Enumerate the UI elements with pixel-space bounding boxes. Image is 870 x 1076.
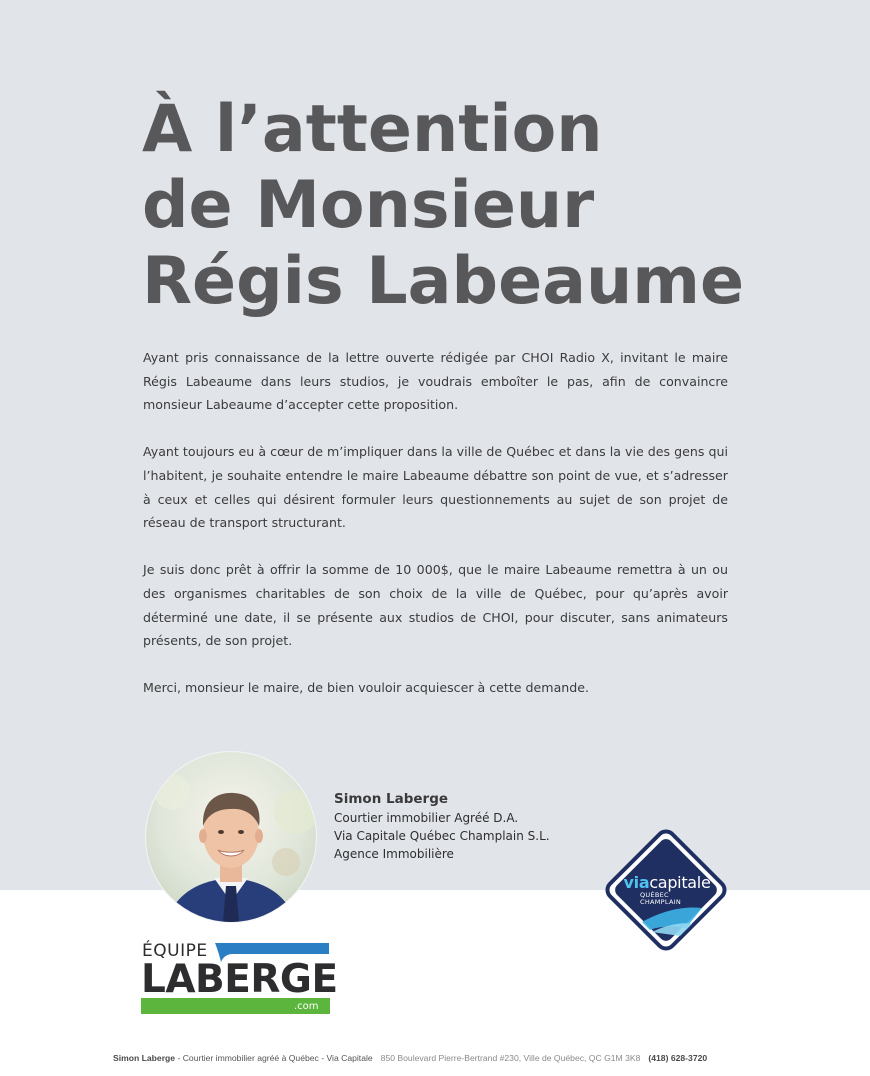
portrait-illustration <box>146 752 316 922</box>
footer-phone: (418) 628-3720 <box>648 1053 708 1063</box>
signature-agency: Via Capitale Québec Champlain S.L. <box>334 829 550 843</box>
portrait-photo <box>146 752 316 922</box>
via-word: via <box>623 873 650 892</box>
dotcom-word: .com <box>294 1001 319 1012</box>
letter-paragraph-2: Ayant toujours eu à cœur de m’impliquer dans la ville de Québec et dans la vie des gens qui l’habitent, je souhaite entendre le maire Labeaume débattre son point de vue, et s’adresser à ceux et celles qui désirent formuler leurs questionnements au sujet de son projet de réseau de transport structurant. <box>143 444 728 531</box>
footer-name: Simon Laberge <box>113 1053 176 1063</box>
signature-name: Simon Laberge <box>334 791 449 807</box>
equipe-word: ÉQUIPE <box>142 941 208 961</box>
footer-description: - Courtier immobilier agréé à Québec - Via Capitale <box>175 1053 373 1063</box>
via-capitale-logo-text <box>618 874 716 906</box>
signature-block <box>334 789 550 863</box>
headline-line-1: À l’attention <box>142 92 603 167</box>
headline-line-3: Régis Labeaume <box>142 244 745 319</box>
signature-agency-type: Agence Immobilière <box>334 847 454 861</box>
signature-title: Courtier immobilier Agréé D.A. <box>334 811 519 825</box>
letter-paragraph-4: Merci, monsieur le maire, de bien vouloir acquiescer à cette demande. <box>143 680 590 696</box>
via-sub-champlain: CHAMPLAIN <box>640 898 682 906</box>
headline <box>142 92 842 320</box>
laberge-word: LABERGE <box>141 957 338 1002</box>
letter-paragraph-1: Ayant pris connaissance de la lettre ouverte rédigée par CHOI Radio X, invitant le maire Régis Labeaume dans leurs studios, je voudrais emboîter le pas, afin de convaincre monsieur Labeaume d’accepter cette proposition. <box>143 350 728 413</box>
headline-line-2: de Monsieur <box>142 168 595 243</box>
letter-paragraph-3: Je suis donc prêt à offrir la somme de 10 000$, que le maire Labeaume remettra à un ou des organismes charitables de son choix de la ville de Québec, pour qu’après avoir déterminé une date, il se présente aux studios de CHOI, pour discuter, sans animateurs présents, de son projet. <box>143 562 728 649</box>
open-letter-body <box>143 346 728 700</box>
via-sub-quebec: QUÉBEC <box>640 891 669 899</box>
footer-contact <box>113 1052 813 1064</box>
capitale-word: capitale <box>649 873 711 892</box>
footer-address: 850 Boulevard Pierre-Bertrand #230, Ville de Québec, QC G1M 3K8 <box>380 1053 641 1063</box>
